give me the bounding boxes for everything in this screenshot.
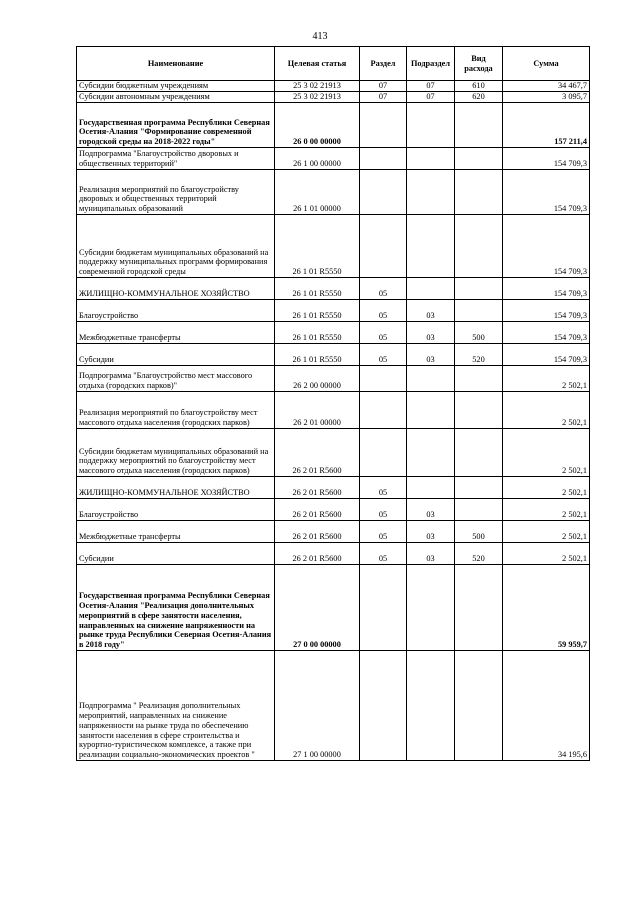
row-target-article-cell: 26 1 01 00000 xyxy=(275,170,360,215)
row-name-cell: Субсидии бюджетным учреждениям xyxy=(77,81,275,92)
row-name-cell: Субсидии бюджетам муниципальных образований на поддержку муниципальных программ формирования современной городской среды xyxy=(77,215,275,278)
row-target-article-cell: 26 1 01 R5550 xyxy=(275,344,360,366)
row-expense-type-cell xyxy=(455,429,503,477)
row-amount-cell: 154 709,3 xyxy=(503,300,590,322)
row-expense-type-cell: 500 xyxy=(455,322,503,344)
row-target-article-cell: 25 3 02 21913 xyxy=(275,81,360,92)
row-target-article-cell: 26 1 01 R5550 xyxy=(275,215,360,278)
row-expense-type-cell xyxy=(455,499,503,521)
row-name-cell: Подпрограмма "Благоустройство дворовых и общественных территорий" xyxy=(77,148,275,170)
row-expense-type-cell xyxy=(455,103,503,148)
budget-table xyxy=(76,46,590,761)
row-expense-type-cell xyxy=(455,215,503,278)
row-expense-type-cell xyxy=(455,565,503,651)
row-name-cell: Подпрограмма " Реализация дополнительных мероприятий, направленных на снижение напряженности на рынке труда по обеспечению занятости населения в сфере строительства и курортно-туристическом комплексе, а также при реализации социально-экономических проектов " xyxy=(77,651,275,761)
row-amount-cell: 2 502,1 xyxy=(503,429,590,477)
row-target-article-cell: 26 1 01 R5550 xyxy=(275,278,360,300)
row-target-article-cell: 26 2 00 00000 xyxy=(275,366,360,392)
row-amount-cell: 154 709,3 xyxy=(503,170,590,215)
row-expense-type-cell xyxy=(455,477,503,499)
row-target-article-cell: 26 2 01 R5600 xyxy=(275,521,360,543)
table-row xyxy=(77,103,590,148)
header-amount: Сумма xyxy=(503,47,590,81)
row-target-article-cell: 27 1 00 00000 xyxy=(275,651,360,761)
row-section-cell xyxy=(360,148,407,170)
row-amount-cell: 2 502,1 xyxy=(503,366,590,392)
row-subsection-cell xyxy=(407,148,455,170)
row-section-cell: 05 xyxy=(360,477,407,499)
row-expense-type-cell: 520 xyxy=(455,344,503,366)
table-row xyxy=(77,148,590,170)
row-amount-cell: 34 467,7 xyxy=(503,81,590,92)
row-name-cell: Реализация мероприятий по благоустройству мест массового отдыха населения (городских парков) xyxy=(77,392,275,429)
row-subsection-cell: 07 xyxy=(407,81,455,92)
table-row xyxy=(77,477,590,499)
row-subsection-cell xyxy=(407,278,455,300)
table-row xyxy=(77,215,590,278)
row-target-article-cell: 26 2 01 R5600 xyxy=(275,499,360,521)
table-row xyxy=(77,565,590,651)
row-section-cell: 07 xyxy=(360,81,407,92)
row-amount-cell: 2 502,1 xyxy=(503,477,590,499)
row-subsection-cell: 07 xyxy=(407,92,455,103)
row-section-cell xyxy=(360,366,407,392)
row-name-cell: Подпрограмма "Благоустройство мест массового отдыха (городских парков)" xyxy=(77,366,275,392)
table-row xyxy=(77,278,590,300)
row-target-article-cell: 26 1 00 00000 xyxy=(275,148,360,170)
row-expense-type-cell xyxy=(455,366,503,392)
table-row xyxy=(77,429,590,477)
row-amount-cell: 154 709,3 xyxy=(503,148,590,170)
row-subsection-cell xyxy=(407,429,455,477)
row-target-article-cell: 26 2 01 R5600 xyxy=(275,429,360,477)
row-expense-type-cell xyxy=(455,392,503,429)
row-subsection-cell xyxy=(407,103,455,148)
row-amount-cell: 2 502,1 xyxy=(503,499,590,521)
table-row xyxy=(77,81,590,92)
row-amount-cell: 154 709,3 xyxy=(503,215,590,278)
row-name-cell: Государственная программа Республики Северная Осетия-Алания "Реализация дополнительных мероприятий в сфере занятости населения, направленных на снижение напряженности на рынке труда Республики Северная Осетия-Алания в 2018 году" xyxy=(77,565,275,651)
table-row xyxy=(77,392,590,429)
row-expense-type-cell: 610 xyxy=(455,81,503,92)
header-subsection: Подраздел xyxy=(407,47,455,81)
row-section-cell: 05 xyxy=(360,344,407,366)
row-amount-cell: 157 211,4 xyxy=(503,103,590,148)
row-target-article-cell: 25 3 02 21913 xyxy=(275,92,360,103)
row-subsection-cell: 03 xyxy=(407,499,455,521)
row-target-article-cell: 27 0 00 00000 xyxy=(275,565,360,651)
row-amount-cell: 2 502,1 xyxy=(503,392,590,429)
row-expense-type-cell xyxy=(455,300,503,322)
header-expense-type: Вид расхода xyxy=(455,47,503,81)
row-name-cell: Государственная программа Республики Северная Осетия-Алания "Формирование современной городской среды на 2018-2022 годы" xyxy=(77,103,275,148)
table-row xyxy=(77,366,590,392)
row-target-article-cell: 26 2 01 00000 xyxy=(275,392,360,429)
row-section-cell xyxy=(360,103,407,148)
table-row xyxy=(77,322,590,344)
row-amount-cell: 154 709,3 xyxy=(503,344,590,366)
row-amount-cell: 2 502,1 xyxy=(503,521,590,543)
row-target-article-cell: 26 2 01 R5600 xyxy=(275,543,360,565)
table-row xyxy=(77,499,590,521)
row-target-article-cell: 26 0 00 00000 xyxy=(275,103,360,148)
row-expense-type-cell xyxy=(455,651,503,761)
row-name-cell: Субсидии xyxy=(77,344,275,366)
row-expense-type-cell: 500 xyxy=(455,521,503,543)
row-name-cell: Межбюджетные трансферты xyxy=(77,322,275,344)
row-subsection-cell: 03 xyxy=(407,344,455,366)
row-amount-cell: 2 502,1 xyxy=(503,543,590,565)
table-row xyxy=(77,543,590,565)
row-name-cell: Субсидии бюджетам муниципальных образований на поддержку мероприятий по благоустройству мест массового отдыха населения (городских парков) xyxy=(77,429,275,477)
row-subsection-cell xyxy=(407,366,455,392)
row-amount-cell: 59 959,7 xyxy=(503,565,590,651)
table-row xyxy=(77,300,590,322)
row-subsection-cell: 03 xyxy=(407,543,455,565)
row-name-cell: Субсидии xyxy=(77,543,275,565)
row-expense-type-cell xyxy=(455,170,503,215)
table-header-row xyxy=(77,47,590,81)
row-section-cell: 07 xyxy=(360,92,407,103)
row-subsection-cell: 03 xyxy=(407,300,455,322)
row-name-cell: ЖИЛИЩНО-КОММУНАЛЬНОЕ ХОЗЯЙСТВО xyxy=(77,278,275,300)
row-target-article-cell: 26 1 01 R5550 xyxy=(275,322,360,344)
row-section-cell xyxy=(360,429,407,477)
row-section-cell xyxy=(360,392,407,429)
row-name-cell: Реализация мероприятий по благоустройству дворовых и общественных территорий муниципальных образований xyxy=(77,170,275,215)
row-name-cell: ЖИЛИЩНО-КОММУНАЛЬНОЕ ХОЗЯЙСТВО xyxy=(77,477,275,499)
row-subsection-cell: 03 xyxy=(407,322,455,344)
row-amount-cell: 154 709,3 xyxy=(503,278,590,300)
table-row xyxy=(77,92,590,103)
row-section-cell: 05 xyxy=(360,322,407,344)
row-target-article-cell: 26 1 01 R5550 xyxy=(275,300,360,322)
row-section-cell: 05 xyxy=(360,521,407,543)
row-subsection-cell xyxy=(407,170,455,215)
table-row xyxy=(77,651,590,761)
row-subsection-cell xyxy=(407,651,455,761)
row-subsection-cell xyxy=(407,477,455,499)
row-expense-type-cell xyxy=(455,278,503,300)
row-amount-cell: 34 195,6 xyxy=(503,651,590,761)
row-section-cell: 05 xyxy=(360,278,407,300)
row-expense-type-cell: 620 xyxy=(455,92,503,103)
row-section-cell xyxy=(360,170,407,215)
row-section-cell xyxy=(360,215,407,278)
row-subsection-cell xyxy=(407,565,455,651)
header-target-article: Целевая статья xyxy=(275,47,360,81)
row-expense-type-cell: 520 xyxy=(455,543,503,565)
table-row xyxy=(77,521,590,543)
row-section-cell: 05 xyxy=(360,300,407,322)
table-row xyxy=(77,344,590,366)
row-name-cell: Межбюджетные трансферты xyxy=(77,521,275,543)
header-name: Наименование xyxy=(77,47,275,81)
row-target-article-cell: 26 2 01 R5600 xyxy=(275,477,360,499)
row-section-cell xyxy=(360,565,407,651)
row-amount-cell: 3 095,7 xyxy=(503,92,590,103)
header-section: Раздел xyxy=(360,47,407,81)
row-section-cell: 05 xyxy=(360,543,407,565)
row-section-cell: 05 xyxy=(360,499,407,521)
row-section-cell xyxy=(360,651,407,761)
page-number: 413 xyxy=(312,31,328,42)
row-name-cell: Субсидии автономным учреждениям xyxy=(77,92,275,103)
row-expense-type-cell xyxy=(455,148,503,170)
row-name-cell: Благоустройство xyxy=(77,300,275,322)
row-name-cell: Благоустройство xyxy=(77,499,275,521)
row-amount-cell: 154 709,3 xyxy=(503,322,590,344)
row-subsection-cell xyxy=(407,215,455,278)
table-row xyxy=(77,170,590,215)
row-subsection-cell xyxy=(407,392,455,429)
row-subsection-cell: 03 xyxy=(407,521,455,543)
